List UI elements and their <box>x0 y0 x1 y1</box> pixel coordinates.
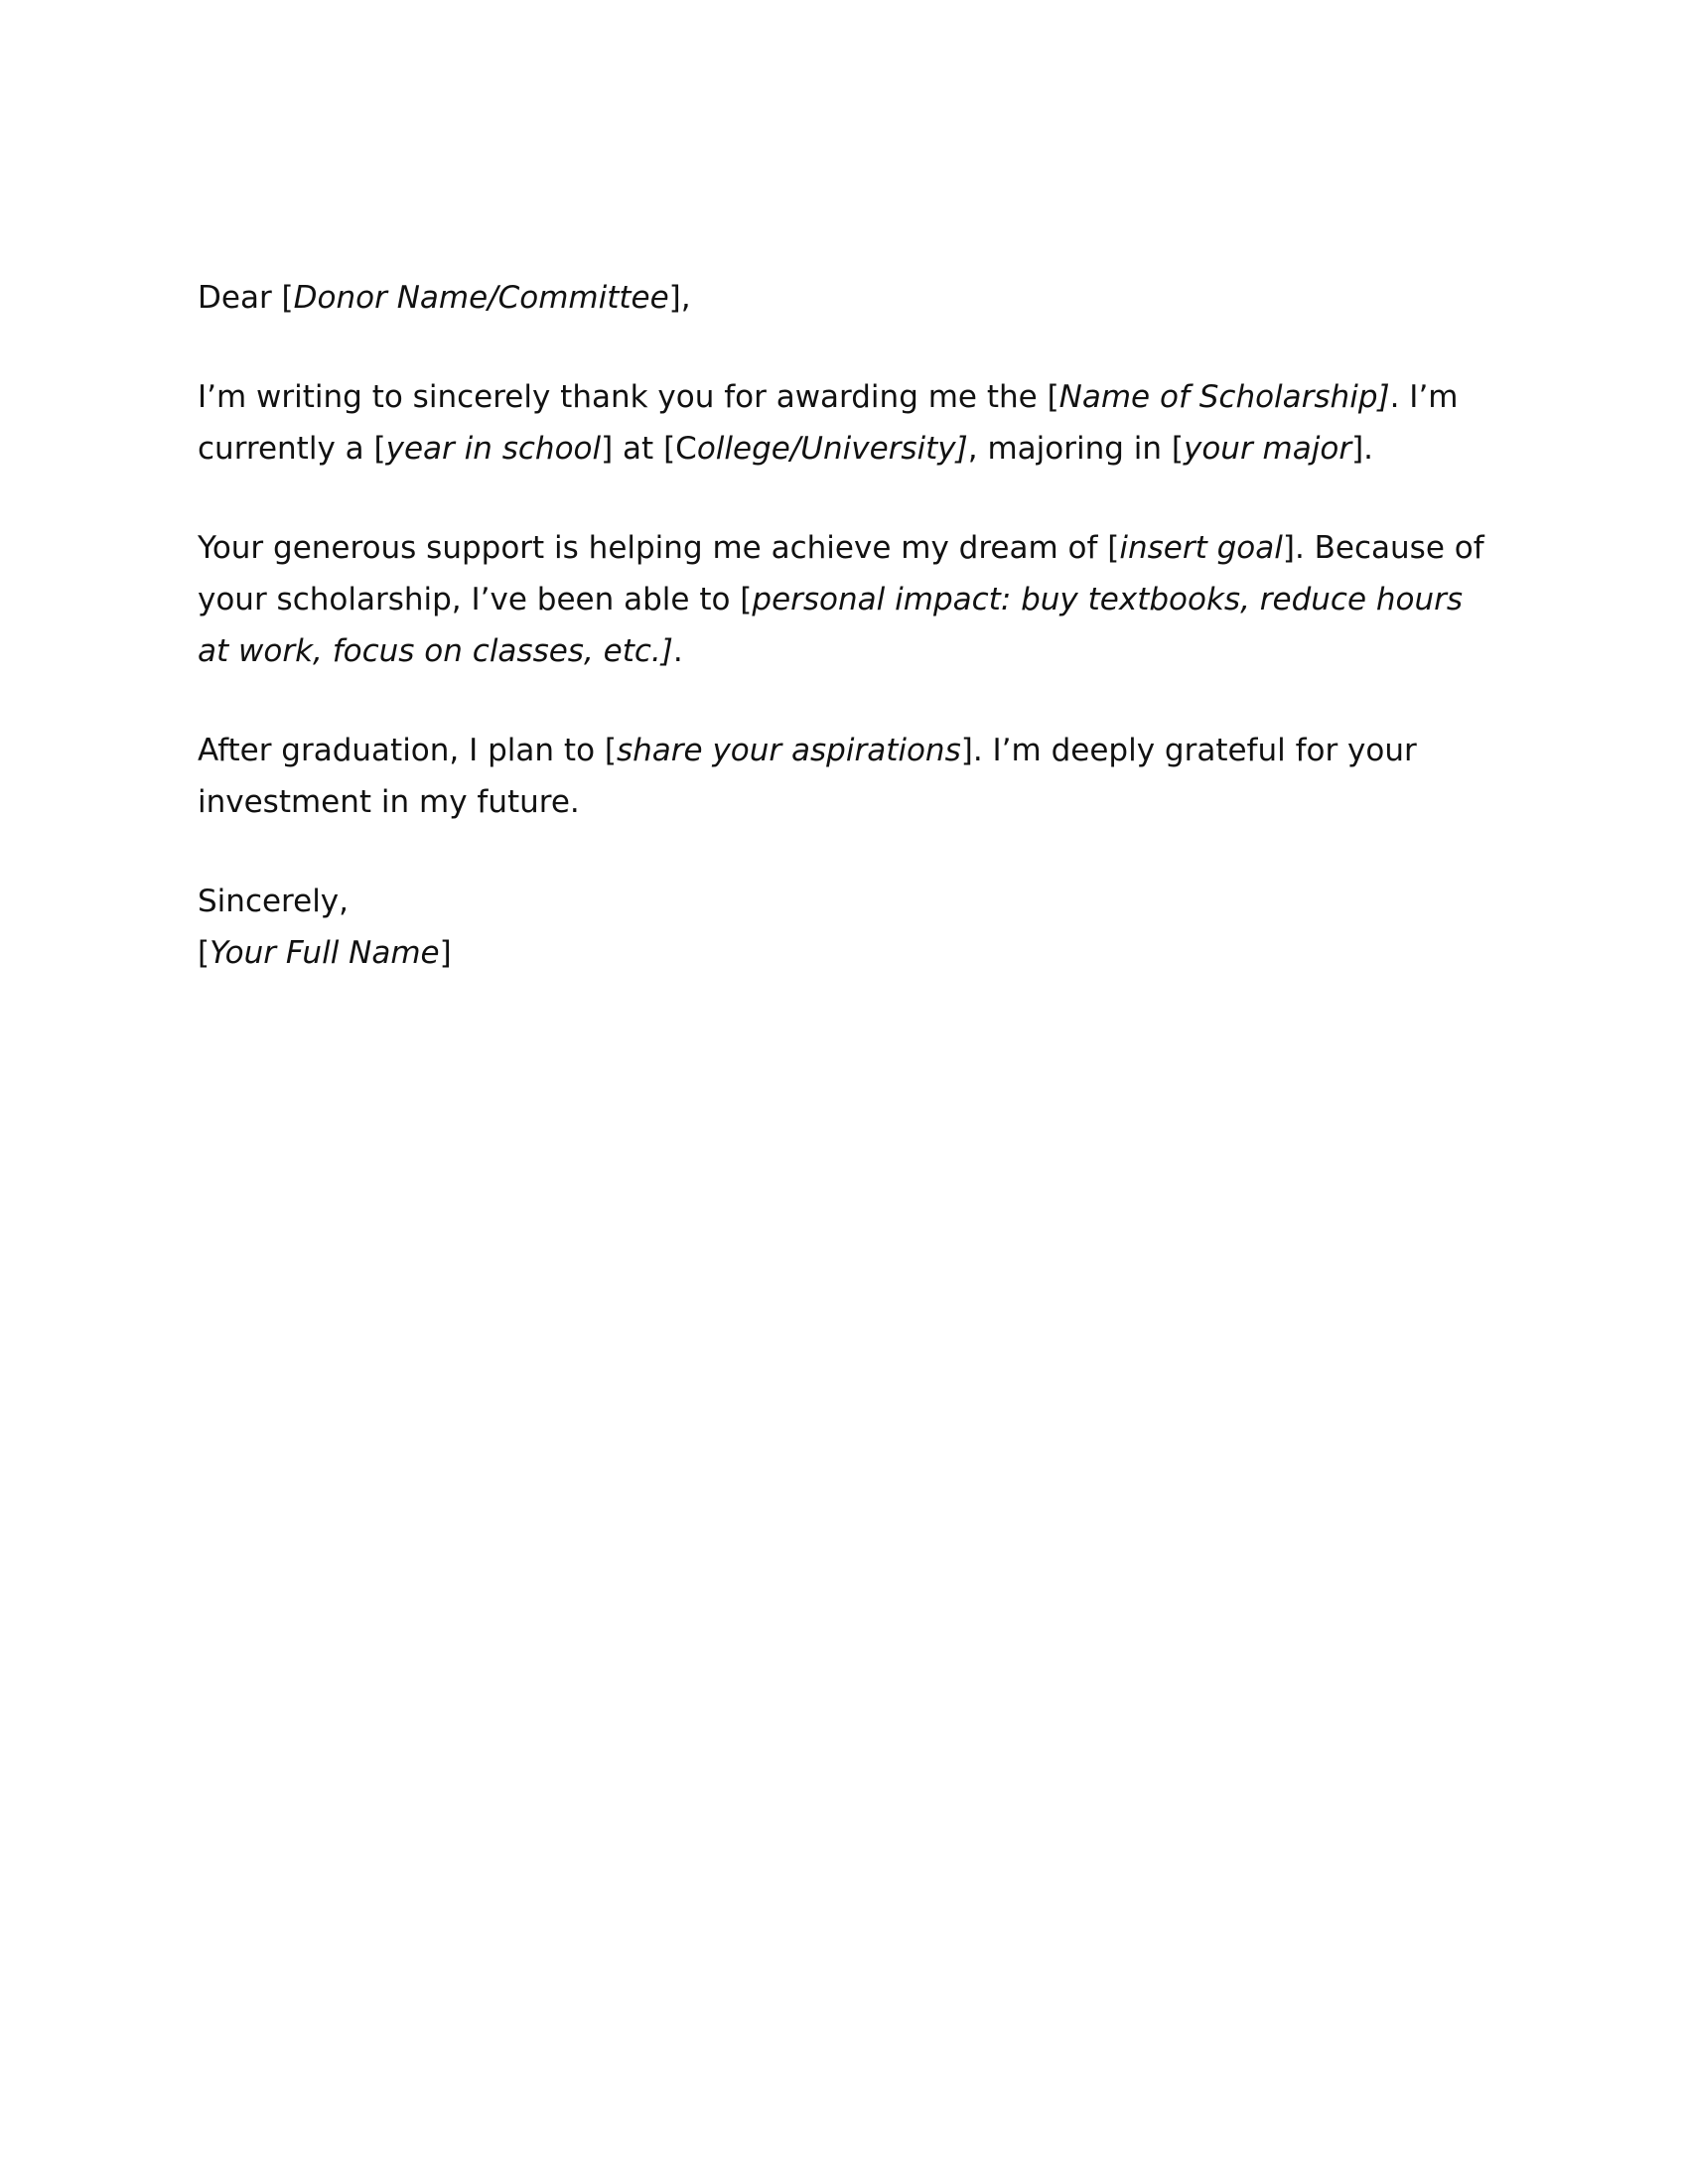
signature: [Your Full Name] <box>198 935 452 971</box>
paragraph-plans: After graduation, I plan to [share your aspirations]. I’m deeply grateful for your investment in my future. <box>198 733 1417 820</box>
salutation: Dear [Donor Name/Committee], <box>198 280 691 316</box>
full-name-placeholder: Your Full Name <box>210 935 440 971</box>
closing: Sincerely, <box>198 884 350 919</box>
college-placeholder: ollege/University] <box>696 431 968 467</box>
personal-impact-placeholder: personal impact: buy textbooks, reduce hours at work, focus on classes, etc.] <box>198 582 1464 669</box>
scholarship-name-placeholder: Name of Scholarship] <box>1058 379 1390 415</box>
aspirations-placeholder: share your aspirations <box>616 733 961 768</box>
letter-body <box>198 272 1488 979</box>
paragraph-thanks: I’m writing to sincerely thank you for awarding me the [Name of Scholarship]. I’m currently a [year in school] at [College/University], majoring in [your major]. <box>198 379 1459 467</box>
major-placeholder: your major <box>1183 431 1352 467</box>
year-in-school-placeholder: year in school <box>385 431 602 467</box>
donor-name-placeholder: Donor Name/Committee <box>293 280 669 316</box>
paragraph-impact: Your generous support is helping me achieve my dream of [insert goal]. Because of your scholarship, I’ve been able to [personal impact: buy textbooks, reduce hours at work, focus on classes, etc.]. <box>198 530 1484 669</box>
goal-placeholder: insert goal <box>1119 530 1283 566</box>
